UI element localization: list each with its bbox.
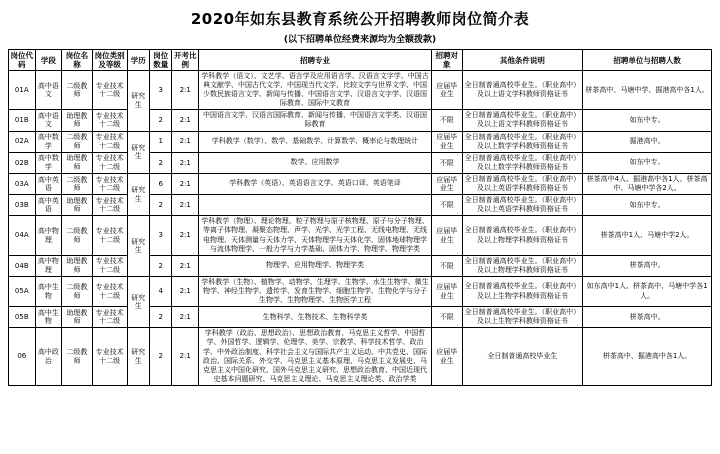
cell-post-type: 专业技术十二级: [92, 110, 127, 131]
cell-major: 学科教学（生物）、植物学、动物学、生理学、生物学、水生生物学、微生物学、神经生物学、遗传学、发育生物学、细胞生物学、生物化学与分子生物学、生物物理学、生物医学工程: [199, 276, 432, 306]
cell-post-code: 04A: [9, 216, 36, 255]
cell-post-code: 05B: [9, 307, 36, 328]
cell-other-conditions: 全日制普通高校毕业生。（职业高中）及以上生物学科教师资格证书: [462, 276, 583, 306]
cell-post-code: 02B: [9, 152, 36, 173]
cell-post-code: 06: [9, 328, 36, 386]
cell-unit: 掘港高中。: [583, 131, 712, 152]
col-header-major: 招聘专业: [199, 50, 432, 71]
cell-unit: 如东高中1人、栟茶高中、马塘中学各1人。: [583, 276, 712, 306]
cell-exam-ratio: 2:1: [172, 152, 199, 173]
cell-exam-ratio: 2:1: [172, 255, 199, 276]
cell-quantity: 2: [149, 195, 171, 216]
table-row: [9, 195, 712, 216]
cell-unit: 栟茶高中。: [583, 307, 712, 328]
col-header-code: 岗位代码: [9, 50, 36, 71]
cell-post-name: 二级教师: [62, 276, 93, 306]
cell-post-type: 专业技术十二级: [92, 195, 127, 216]
col-header-num: 岗位数量: [149, 50, 171, 71]
cell-post-name: 助理教师: [62, 195, 93, 216]
cell-stage: 高中语文: [35, 71, 62, 110]
cell-other-conditions: 全日制普通高校毕业生。（职业高中）及以上物理学科教师资格证书: [462, 255, 583, 276]
cell-stage: 高中英语: [35, 173, 62, 194]
cell-post-name: 助理教师: [62, 255, 93, 276]
cell-object: 不限: [431, 195, 462, 216]
cell-post-type: 专业技术十二级: [92, 152, 127, 173]
cell-exam-ratio: 2:1: [172, 276, 199, 306]
cell-post-name: 助理教师: [62, 110, 93, 131]
table-row: [9, 71, 712, 110]
cell-quantity: 2: [149, 307, 171, 328]
cell-post-code: 01B: [9, 110, 36, 131]
cell-stage: 高中英语: [35, 195, 62, 216]
cell-other-conditions: 全日制普通高校毕业生。（职业高中）及以上英语学科教师资格证书: [462, 173, 583, 194]
col-header-unit: 招聘单位与招聘人数: [583, 50, 712, 71]
col-header-name: 岗位名称: [62, 50, 93, 71]
col-header-ratio: 开考比例: [172, 50, 199, 71]
cell-exam-ratio: 2:1: [172, 328, 199, 386]
col-header-type: 岗位类别及等级: [92, 50, 127, 71]
cell-post-code: 03A: [9, 173, 36, 194]
cell-unit: 栟茶高中。: [583, 255, 712, 276]
cell-major: 学科教学（英语）、英语语言文学、英语口译、英语笔译: [199, 173, 432, 194]
cell-other-conditions: 全日制普通高校毕业生。（职业高中）及以上语文学科教师资格证书: [462, 71, 583, 110]
cell-post-type: 专业技术十二级: [92, 255, 127, 276]
cell-unit: 如东中专。: [583, 195, 712, 216]
cell-post-code: 01A: [9, 71, 36, 110]
cell-object: 不限: [431, 255, 462, 276]
cell-quantity: 2: [149, 328, 171, 386]
cell-exam-ratio: 2:1: [172, 71, 199, 110]
table-row: [9, 152, 712, 173]
table-row: [9, 276, 712, 306]
cell-post-name: 二级教师: [62, 216, 93, 255]
table-row: [9, 173, 712, 194]
cell-post-code: 02A: [9, 131, 36, 152]
cell-exam-ratio: 2:1: [172, 216, 199, 255]
cell-education: 研究生: [127, 173, 149, 215]
cell-major: 生物科学、生物技术、生物科学类: [199, 307, 432, 328]
cell-unit: 栟茶高中、马塘中学、掘港高中各1人。: [583, 71, 712, 110]
cell-post-name: 二级教师: [62, 328, 93, 386]
cell-stage: 高中物理: [35, 255, 62, 276]
cell-stage: 高中生物: [35, 307, 62, 328]
page-subtitle: (以下招聘单位经费来源均为全额拨款): [283, 35, 437, 45]
cell-unit: 如东中专。: [583, 110, 712, 131]
page-title: 2020年如东县教育系统公开招聘教师岗位简介表: [190, 10, 530, 28]
cell-post-type: 专业技术十二级: [92, 328, 127, 386]
cell-education: 研究生: [127, 216, 149, 277]
cell-exam-ratio: 2:1: [172, 195, 199, 216]
cell-unit: 栟茶高中4人、掘港高中各1人、栟茶高中、马塘中学各2人。: [583, 173, 712, 194]
cell-major: 中国语言文学、汉语言国际教育、新闻与传播、中国语言文学类、汉语国际教育: [199, 110, 432, 131]
cell-quantity: 2: [149, 110, 171, 131]
recruitment-table: [8, 49, 712, 386]
cell-exam-ratio: 2:1: [172, 307, 199, 328]
cell-other-conditions: 全日制普通高校毕业生。（职业高中）及以上生物学科教师资格证书: [462, 307, 583, 328]
cell-unit: 栟茶高中、掘港高中各1人。: [583, 328, 712, 386]
cell-quantity: 2: [149, 152, 171, 173]
cell-post-name: 助理教师: [62, 307, 93, 328]
col-header-stage: 学段: [35, 50, 62, 71]
cell-major: 学科教学（政治、思想政治）、思想政治教育、马克思主义哲学、中国哲学、外国哲学、逻辑学、伦理学、美学、宗教学、科学技术哲学、政治学、中外政治制度、科学社会主义与国际共产主义运动、中共党史、国际政治、国际关系、外交学、马克思主义基本原理、马克思主义发展史、马克思主义中国化研究、国外马克思主义研究、思想政治教育、中国近现代史基本问题研究、马克思主义理论、马克思主义理论类、政治学类: [199, 328, 432, 386]
cell-exam-ratio: 2:1: [172, 131, 199, 152]
cell-stage: 高中生物: [35, 276, 62, 306]
cell-post-name: 二级教师: [62, 173, 93, 194]
cell-object: 应届毕业生: [431, 276, 462, 306]
cell-unit: 如东中专。: [583, 152, 712, 173]
cell-post-type: 专业技术十二级: [92, 131, 127, 152]
cell-quantity: 3: [149, 71, 171, 110]
cell-post-type: 专业技术十二级: [92, 173, 127, 194]
cell-stage: 高中数学: [35, 152, 62, 173]
table-body: [9, 71, 712, 386]
cell-post-type: 专业技术十二级: [92, 276, 127, 306]
cell-object: 应届毕业生: [431, 173, 462, 194]
cell-quantity: 6: [149, 173, 171, 194]
cell-quantity: 3: [149, 216, 171, 255]
table-row: [9, 131, 712, 152]
cell-education: 研究生: [127, 131, 149, 173]
table-header-row: [9, 50, 712, 71]
cell-major: 学科教学（物理）、理论物理、粒子物理与原子核物理、原子与分子物理、等离子体物理、凝聚态物理、声学、光学、光学工程、无线电物理、无线电物理、天体测量与天体力学、天体物理学与天体化学、固体地球物理学与流体物理学、一般力学与力学基础、固体力学、物理学、物理学类: [199, 216, 432, 255]
cell-other-conditions: 全日制普通高校毕业生。（职业高中）及以上英语学科教师资格证书: [462, 195, 583, 216]
cell-other-conditions: 全日制普通高校毕业生。（职业高中）及以上物理学科教师资格证书: [462, 216, 583, 255]
cell-object: 不限: [431, 110, 462, 131]
cell-major: 学科教学（数学）、数学、基础数学、计算数学、概率论与数理统计: [199, 131, 432, 152]
cell-education: 研究生: [127, 71, 149, 132]
cell-post-type: 专业技术十二级: [92, 216, 127, 255]
cell-stage: 高中物理: [35, 216, 62, 255]
cell-quantity: 4: [149, 276, 171, 306]
table-row: [9, 255, 712, 276]
cell-object: 不限: [431, 307, 462, 328]
cell-object: 应届毕业生: [431, 216, 462, 255]
cell-exam-ratio: 2:1: [172, 173, 199, 194]
table-row: [9, 110, 712, 131]
col-header-edu: 学历: [127, 50, 149, 71]
cell-unit: 栟茶高中1人、马塘中学2人。: [583, 216, 712, 255]
cell-exam-ratio: 2:1: [172, 110, 199, 131]
cell-post-code: 03B: [9, 195, 36, 216]
cell-object: 应届毕业生: [431, 71, 462, 110]
cell-post-name: 助理教师: [62, 152, 93, 173]
cell-post-name: 二级教师: [62, 131, 93, 152]
cell-stage: 高中政治: [35, 328, 62, 386]
cell-stage: 高中语文: [35, 110, 62, 131]
cell-object: 应届毕业生: [431, 328, 462, 386]
table-row: [9, 328, 712, 386]
cell-major: 物理学、应用物理学、物理学类: [199, 255, 432, 276]
cell-other-conditions: 全日制普通高校毕业生: [462, 328, 583, 386]
cell-other-conditions: 全日制普通高校毕业生。（职业高中）及以上数学学科教师资格证书: [462, 131, 583, 152]
cell-education: 研究生: [127, 276, 149, 327]
table-row: [9, 216, 712, 255]
cell-post-code: 04B: [9, 255, 36, 276]
cell-object: 应届毕业生: [431, 131, 462, 152]
cell-object: 不限: [431, 152, 462, 173]
cell-other-conditions: 全日制普通高校毕业生。（职业高中）及以上数学学科教师资格证书: [462, 152, 583, 173]
cell-education: 研究生: [127, 328, 149, 386]
cell-major: 数学、应用数学: [199, 152, 432, 173]
col-header-object: 招聘对象: [431, 50, 462, 71]
cell-post-name: 二级教师: [62, 71, 93, 110]
cell-quantity: 2: [149, 255, 171, 276]
table-row: [9, 307, 712, 328]
cell-post-type: 专业技术十二级: [92, 71, 127, 110]
cell-quantity: 1: [149, 131, 171, 152]
cell-major: 学科教学（语文）、文艺学、语言学及应用语言学、汉语言文字学、中国古典文献学、中国古代文学、中国现当代文学、比较文学与世界文学、中国少数民族语言文学、新闻与传播、中国语言文学、汉语言文字学、汉语国际教育、国际中文教育: [199, 71, 432, 110]
col-header-other: 其他条件说明: [462, 50, 583, 71]
cell-post-type: 专业技术十二级: [92, 307, 127, 328]
cell-major: [199, 195, 432, 216]
cell-stage: 高中数学: [35, 131, 62, 152]
cell-post-code: 05A: [9, 276, 36, 306]
cell-other-conditions: 全日制普通高校毕业生。（职业高中）及以上语文学科教师资格证书: [462, 110, 583, 131]
